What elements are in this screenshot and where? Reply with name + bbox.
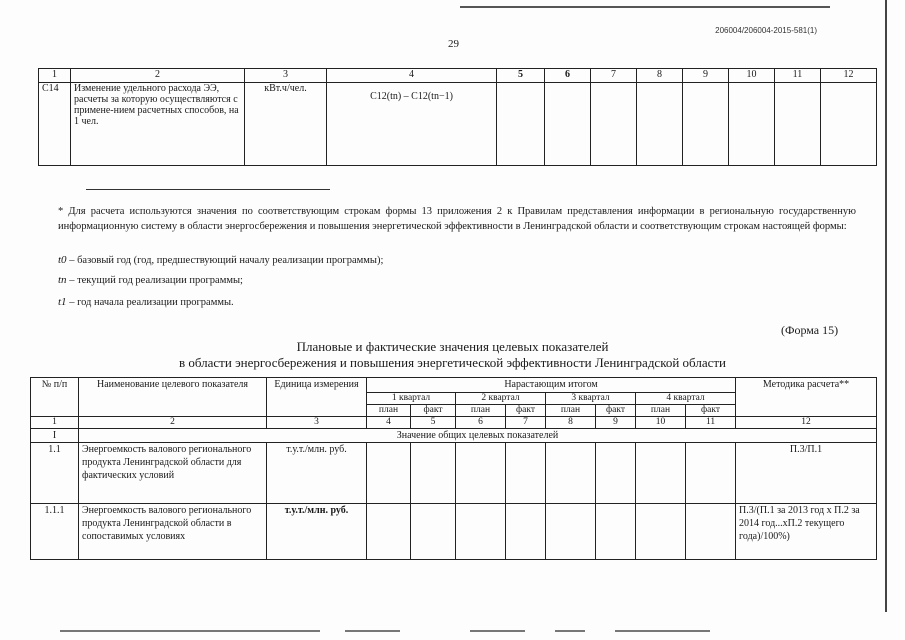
definition-text: – базовый год (год, предшествующий началу реализации программы);	[69, 255, 384, 266]
header-quarter-2: 2 квартал	[456, 393, 546, 405]
definition-t1	[58, 296, 234, 308]
empty-cell	[686, 443, 736, 504]
header-quarter-4: 4 квартал	[636, 393, 736, 405]
row-code: С14	[39, 83, 71, 166]
header-fact: факт	[686, 405, 736, 417]
header-unit: Единица измерения	[267, 378, 367, 417]
empty-cell	[686, 504, 736, 560]
row-num: 1.1.1	[31, 504, 79, 560]
scan-bottom-line	[60, 630, 320, 632]
empty-cell	[411, 443, 456, 504]
header-plan: план	[367, 405, 411, 417]
column-number: 1	[39, 69, 71, 83]
form-label: (Форма 15)	[781, 323, 839, 337]
table-row	[31, 504, 877, 560]
column-number-row	[31, 417, 877, 429]
column-number: 2	[79, 417, 267, 429]
row-name: Энергоемкость валового регионального продукта Ленинградской области в сопоставимых условиях	[79, 504, 267, 560]
column-number: 11	[775, 69, 821, 83]
symbol-t1: t1	[58, 296, 67, 308]
empty-cell	[546, 443, 596, 504]
empty-cell	[506, 504, 546, 560]
row-unit: т.у.т./млн. руб.	[267, 504, 367, 560]
column-number: 7	[506, 417, 546, 429]
header-fact: факт	[411, 405, 456, 417]
empty-cell	[637, 83, 683, 166]
header-plan: план	[636, 405, 686, 417]
header-quarter-3: 3 квартал	[546, 393, 636, 405]
column-number: 12	[821, 69, 877, 83]
column-number-row	[39, 69, 877, 83]
column-number: 10	[636, 417, 686, 429]
empty-cell	[497, 83, 545, 166]
table-row	[31, 443, 877, 504]
definition-t0	[58, 254, 383, 266]
column-number: 5	[497, 69, 545, 83]
scan-bottom-line	[615, 630, 710, 632]
empty-cell	[683, 83, 729, 166]
symbol-tn: tn	[58, 274, 67, 286]
definition-tn	[58, 274, 243, 286]
empty-cell	[546, 504, 596, 560]
column-number: 10	[729, 69, 775, 83]
row-method: П.3/(П.1 за 2013 год х П.2 за 2014 год...хП.2 текущего года)/100%)	[736, 504, 877, 560]
definition-text: – текущий год реализации программы;	[69, 275, 243, 286]
empty-cell	[367, 504, 411, 560]
empty-cell	[411, 504, 456, 560]
footnote-separator	[86, 189, 330, 190]
empty-cell	[636, 504, 686, 560]
header-plan: план	[546, 405, 596, 417]
row-formula: С12(tn) – С12(tn−1)	[327, 83, 497, 166]
form-title-line1: Плановые и фактические значения целевых показателей	[296, 339, 609, 354]
column-number: 6	[545, 69, 591, 83]
column-number: 9	[596, 417, 636, 429]
column-number: 4	[327, 69, 497, 83]
document-id: 206004/206004-2015-581(1)	[715, 26, 817, 35]
header-row	[31, 378, 877, 393]
column-number: 8	[637, 69, 683, 83]
empty-cell	[591, 83, 637, 166]
column-number: 3	[267, 417, 367, 429]
empty-cell	[545, 83, 591, 166]
header-name: Наименование целевого показателя	[79, 378, 267, 417]
column-number: 6	[456, 417, 506, 429]
column-number: 8	[546, 417, 596, 429]
column-number: 7	[591, 69, 637, 83]
row-unit: т.у.т./млн. руб.	[267, 443, 367, 504]
empty-cell	[596, 504, 636, 560]
empty-cell	[456, 443, 506, 504]
header-quarter-1: 1 квартал	[367, 393, 456, 405]
scan-top-line	[460, 6, 830, 8]
scan-bottom-line	[345, 630, 400, 632]
empty-cell	[596, 443, 636, 504]
row-name: Энергоемкость валового регионального продукта Ленинградской области для фактических условий	[79, 443, 267, 504]
row-name: Изменение удельного расхода ЭЭ, расчеты за которую осуществляются с примене-нием расчетных способов, на 1 чел.	[71, 83, 245, 166]
empty-cell	[775, 83, 821, 166]
column-number: 3	[245, 69, 327, 83]
empty-cell	[456, 504, 506, 560]
footnote-text: * Для расчета используются значения по соответствующим строкам формы 13 приложения 2 к Правилам представления информации в региональную государственную информационную систему в области энергосбережения и повышения энергетической эффективности в Ленинградской области и соответствующим строкам настоящей формы:	[58, 206, 856, 232]
empty-cell	[367, 443, 411, 504]
header-plan: план	[456, 405, 506, 417]
scan-bottom-line	[470, 630, 525, 632]
column-number: 11	[686, 417, 736, 429]
header-fact: факт	[506, 405, 546, 417]
page-number: 29	[448, 38, 459, 50]
column-number: 4	[367, 417, 411, 429]
section-title: Значение общих целевых показателей	[79, 429, 877, 443]
symbol-t0: t0	[58, 254, 67, 266]
row-method: П.3/П.1	[736, 443, 877, 504]
definition-text: – год начала реализации программы.	[69, 297, 234, 308]
column-number: 9	[683, 69, 729, 83]
form-title-line2: в области энергосбережения и повышения энергетической эффективности Ленинградской области	[178, 355, 727, 370]
scan-bottom-line	[555, 630, 585, 632]
column-number: 5	[411, 417, 456, 429]
header-fact: факт	[596, 405, 636, 417]
row-unit: кВт.ч/чел.	[245, 83, 327, 166]
column-number: 2	[71, 69, 245, 83]
targets-table	[30, 377, 877, 560]
scan-right-edge-line	[885, 0, 887, 612]
empty-cell	[636, 443, 686, 504]
empty-cell	[506, 443, 546, 504]
header-cumulative: Нарастающим итогом	[367, 378, 736, 393]
column-number: 12	[736, 417, 877, 429]
column-number: 1	[31, 417, 79, 429]
section-num: I	[31, 429, 79, 443]
header-num: № п/п	[31, 378, 79, 417]
empty-cell	[729, 83, 775, 166]
section-row	[31, 429, 877, 443]
table-row	[39, 83, 877, 166]
continuation-table	[38, 68, 877, 166]
empty-cell	[821, 83, 877, 166]
header-method: Методика расчета**	[736, 378, 877, 417]
row-num: 1.1	[31, 443, 79, 504]
